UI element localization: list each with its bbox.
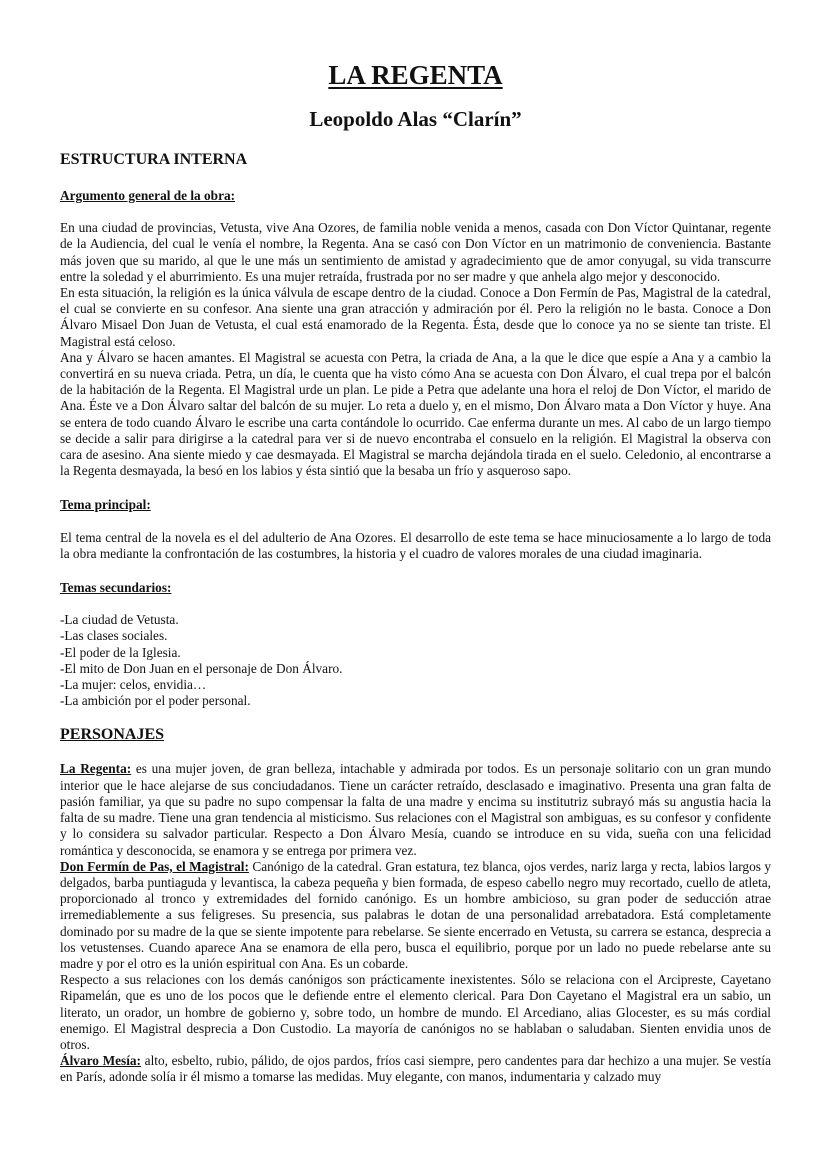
- tema-principal-text: El tema central de la novela es el del adulterio de Ana Ozores. El desarrollo de este tema se hace minuciosamente a lo largo de toda la obra mediante la confrontación de las costumbres, la historia y el cuadro de valores morales de una ciudad imaginaria.: [60, 529, 771, 561]
- character-description: es una mujer joven, de gran belleza, intachable y admirada por todos. Es un personaje solitario con un gran mundo interior que le hace alejarse de sus conciudadanos. Tiene un carácter retraído, desclasado e imaginativo. Presenta una gran falta de pasión familiar, ya que su padre no supo compensar la falta de una madre y encima su institutriz subrayó más su angustia hacia la falta de su madre. Tiene una gran tendencia al misticismo. Sus relaciones con el Magistral son ambiguas, es su confesor y confidente y lo considera su salvador particular. Respecto a Don Álvaro Mesía, cuando se introduce en su vida, sueña con una felicidad romántica y desconocida, se enamora y se entrega por primera vez.: [60, 761, 771, 858]
- character-description: Canónigo de la catedral. Gran estatura, tez blanca, ojos verdes, nariz larga y recta, labios largos y delgados, barba puntiaguda y levantisca, la cabeza pequeña y bien formada, de espeso cabello negro muy recortado, cuello de atleta, proporcionado al tronco y extremidades del fornido canónigo. Es un hombre ambicioso, su gran poder de seducción atrae irremediablemente a sus feligreses. Su presencia, sus palabras le dotan de una personalidad arrebatadora. Está completamente dominado por su madre de la que se siente impotente para rebelarse. Se siente encerrado en Vetusta, su carrera se estanca, desprecia a los vetustenses. Cuando aparece Ana se enamora de ella pero, busca el equilibrio, porque por un lado no puede rebelarse ante su madre y por el otro es la unión espiritual con Ana. Es un cobarde.: [60, 858, 771, 971]
- argumento-paragraph: Ana y Álvaro se hacen amantes. El Magistral se acuesta con Petra, la criada de Ana, a la que le dice que espíe a Ana y a cambio la convertirá en su nueva criada. Petra, un día, le cuenta que ha visto cómo Ana se acuesta con Don Álvaro, el cual trepa por el balcón de la habitación de la Regenta. El Magistral urde un plan. Le pide a Petra que adelante una hora el reloj de Don Víctor, el marido de Ana. Éste ve a Don Álvaro saltar del balcón de su mujer. Lo reta a duelo y, en el mismo, Don Álvaro mata a Don Víctor y huye. Ana se entera de todo cuando Álvaro le escribe una carta contándole lo ocurrido. Cae enferma durante un mes. Al cabo de un largo tiempo se decide a salir para dirigirse a la catedral para ver si de nuevo encontraba el consuelo en la religión. El Magistral la observa con cara de asesino. Ana siente miedo y cae desmayada. El Magistral se marcha dejándola tirada en el suelo. Celedonio, al encontrarse a la Regenta desmayada, la besó en los labios y ésta sintió que la besaba un frío y asqueroso sapo.: [60, 349, 771, 479]
- document-title: LA REGENTA: [328, 60, 503, 90]
- character-regenta: [60, 761, 771, 858]
- list-item: -La mujer: celos, envidia…: [60, 677, 207, 693]
- section-heading-estructura: ESTRUCTURA INTERNA: [60, 151, 248, 168]
- argumento-body: [60, 220, 771, 479]
- list-item: -El mito de Don Juan en el personaje de Don Álvaro.: [60, 660, 343, 676]
- character-magistral-relations: Respecto a sus relaciones con los demás canónigos son prácticamente inexistentes. Sólo se relaciona con el Arcipreste, Cayetano Ripamelán, que es uno de los pocos que le defiende entre el elemento clerical. Para Don Cayetano el Magistral era un sabio, un literato, un orador, un hombre de gobierno y, sobre todo, un hombre de mundo. El Arcediano, alias Glocester, es su más cordial enemigo. El Magistral desprecia a Don Custodio. La mayoría de canónigos no se hablaban o saludaban. Sienten envidia unos de otros.: [60, 972, 771, 1052]
- section-heading-personajes: PERSONAJES: [60, 726, 165, 744]
- document-author: Leopoldo Alas “Clarín”: [309, 107, 522, 131]
- argumento-paragraph: En una ciudad de provincias, Vetusta, vive Ana Ozores, de familia noble venida a menos, casada con Don Víctor Quintanar, regente de la Audiencia, del cual le venía el nombre, la Regenta. Ana se casó con Don Víctor en un matrimonio de conveniencia. Bastante más joven que su marido, al que le une más un sentimiento de amistad y agradecimiento que de amor conyugal, su vida transcurre entre la soledad y el aburrimiento. Es una mujer retraída, frustrada por no ser madre y que anhela algo mejor y desconocido.: [60, 220, 771, 284]
- character-label: Don Fermín de Pas, el Magistral:: [60, 858, 249, 874]
- temas-secundarios-list: [60, 612, 771, 709]
- character-label: Álvaro Mesía:: [60, 1053, 141, 1069]
- subheading-tema-principal: Tema principal:: [60, 497, 151, 513]
- list-item: -La ambición por el poder personal.: [60, 693, 251, 709]
- personajes-body: [60, 761, 771, 1085]
- list-item: -Las clases sociales.: [60, 628, 168, 644]
- document-content: [60, 58, 771, 1086]
- subheading-argumento: Argumento general de la obra:: [60, 188, 236, 203]
- character-description: alto, esbelto, rubio, pálido, de ojos pardos, fríos casi siempre, pero candentes para dar hechizo a una mujer. Se vestía en París, adonde solía ir él mismo a tomarse las medidas. Muy elegante, con manos, indumentaria y calzado muy: [60, 1053, 771, 1085]
- list-item: -El poder de la Iglesia.: [60, 644, 181, 660]
- character-label: La Regenta:: [60, 761, 132, 777]
- list-item: -La ciudad de Vetusta.: [60, 612, 179, 628]
- argumento-paragraph: En esta situación, la religión es la única válvula de escape dentro de la ciudad. Conoce a Don Fermín de Pas, Magistral de la catedral, el cual se convierte en su confesor. Ana siente una gran atracción y admiración por él. Pero la religión no le basta. Conoce a Don Álvaro Misael Don Juan de Vetusta, el cual está enamorado de la Regenta. Ésta, desde que lo conoce ya no se siente tan triste. El Magistral está celoso.: [60, 285, 771, 349]
- subheading-temas-secundarios: Temas secundarios:: [60, 580, 172, 596]
- character-alvaro: [60, 1053, 771, 1085]
- character-magistral: [60, 859, 771, 972]
